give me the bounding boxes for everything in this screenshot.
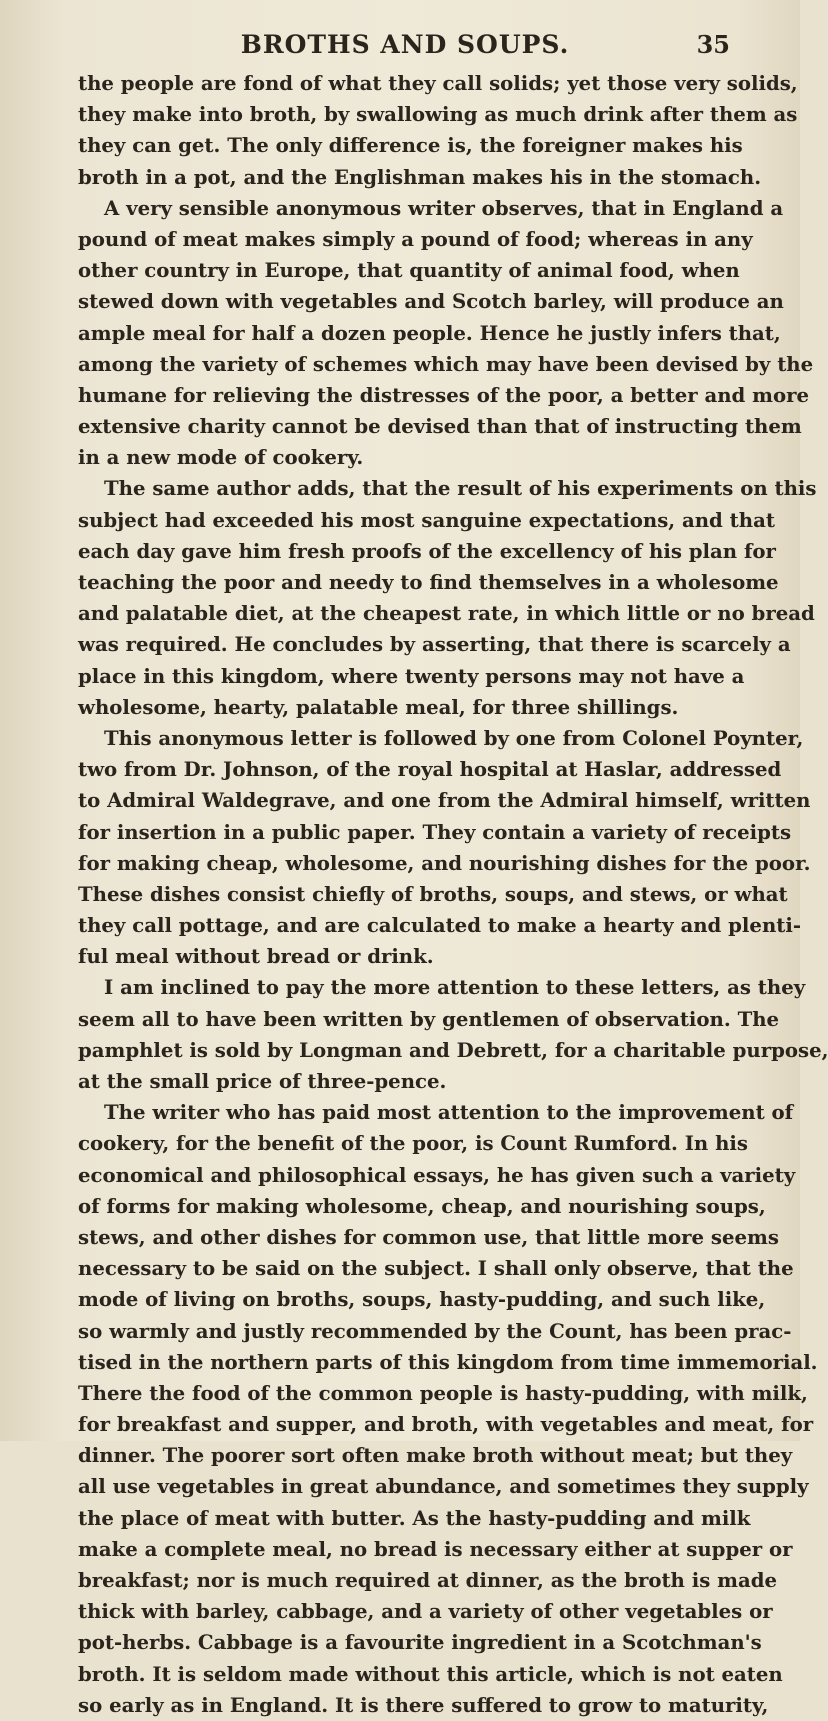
page-number: 35 <box>696 30 730 59</box>
text-line: ample meal for half a dozen people. Hence he justly infers that, <box>78 321 781 345</box>
text-line: ful meal without bread or drink. <box>78 945 434 969</box>
text-line: tised in the northern parts of this kingdom from time immemorial. <box>78 1350 818 1374</box>
text-line: each day gave him fresh proofs of the excellency of his plan for <box>78 539 776 563</box>
text-line: The same author adds, that the result of his experiments on this <box>104 477 817 501</box>
text-line: they make into broth, by swallowing as much drink after them as <box>78 103 798 127</box>
text-line: broth in a pot, and the Englishman makes his in the stomach. <box>78 165 762 189</box>
text-line: the place of meat with butter. As the hasty-pudding and milk <box>78 1506 751 1530</box>
text-line: for breakfast and supper, and broth, with vegetables and meat, for <box>78 1413 814 1437</box>
text-line: wholesome, hearty, palatable meal, for three shillings. <box>78 695 679 719</box>
text-line: place in this kingdom, where twenty persons may not have a <box>78 664 745 688</box>
running-head: BROTHS AND SOUPS. <box>240 30 570 59</box>
text-line: stews, and other dishes for common use, that little more seems <box>78 1225 779 1249</box>
text-line: The writer who has paid most attention to the improvement of <box>104 1101 794 1125</box>
text-line: so early as in England. It is there suffered to grow to maturity, <box>78 1693 769 1717</box>
text-line: to Admiral Waldegrave, and one from the Admiral himself, written <box>78 789 811 813</box>
text-line: teaching the poor and needy to find themselves in a wholesome <box>78 571 779 594</box>
text-line: so warmly and justly recommended by the Count, has been prac- <box>78 1319 792 1343</box>
text-line: dinner. The poorer sort often make broth without meat; but they <box>78 1444 793 1468</box>
text-line: mode of living on broths, soups, hasty-pudding, and such like, <box>78 1288 766 1312</box>
text-line: seem all to have been written by gentlemen of observation. The <box>78 1007 780 1031</box>
text-line: thick with barley, cabbage, and a variety of other vegetables or <box>78 1600 773 1624</box>
text-line: they call pottage, and are calculated to make a hearty and plenti- <box>78 914 801 938</box>
text-line: subject had exceeded his most sanguine expectations, and that <box>78 508 775 532</box>
text-line: other country in Europe, that quantity of animal food, when <box>78 259 740 283</box>
text-line: cookery, for the benefit of the poor, is Count Rumford. In his <box>78 1132 748 1156</box>
text-line: I am inclined to pay the more attention to these letters, as they <box>104 976 806 1000</box>
text-line: economical and philosophical essays, he has given such a variety <box>78 1163 796 1187</box>
page-header <box>80 30 730 64</box>
text-line: pound of meat makes simply a pound of food; whereas in any <box>78 227 753 251</box>
text-line: These dishes consist chiefly of broths, soups, and stews, or what <box>78 882 788 906</box>
page-body-text <box>78 68 828 1721</box>
text-line: and palatable diet, at the cheapest rate, in which little or no bread <box>78 602 815 626</box>
text-line: in a new mode of cookery. <box>78 446 364 470</box>
text-line: for insertion in a public paper. They contain a variety of receipts <box>78 820 792 844</box>
text-line: A very sensible anonymous writer observes, that in England a <box>104 196 784 220</box>
text-line: This anonymous letter is followed by one from Colonel Poynter, <box>104 726 804 750</box>
text-line: extensive charity cannot be devised than that of instructing them <box>78 415 802 439</box>
text-line: humane for relieving the distresses of the poor, a better and more <box>78 383 810 407</box>
text-line: broth. It is seldom made without this article, which is not eaten <box>78 1662 783 1686</box>
text-line: There the food of the common people is hasty-pudding, with milk, <box>78 1381 808 1405</box>
text-line: pot-herbs. Cabbage is a favourite ingredient in a Scotchman's <box>78 1631 762 1655</box>
text-line: at the small price of three-pence. <box>78 1070 447 1093</box>
text-line: for making cheap, wholesome, and nourishing dishes for the poor. <box>78 851 811 875</box>
text-line: all use vegetables in great abundance, and sometimes they supply <box>78 1475 809 1499</box>
text-line: make a complete meal, no bread is necessary either at supper or <box>78 1537 793 1561</box>
text-line: necessary to be said on the subject. I shall only observe, that the <box>78 1257 794 1281</box>
text-line: among the variety of schemes which may have been devised by the <box>78 352 814 376</box>
text-line: they can get. The only difference is, the foreigner makes his <box>78 134 743 158</box>
text-line: of forms for making wholesome, cheap, and nourishing soups, <box>78 1194 766 1218</box>
text-line: two from Dr. Johnson, of the royal hospital at Haslar, addressed <box>78 758 782 782</box>
text-line: breakfast; nor is much required at dinner, as the broth is made <box>78 1569 778 1592</box>
text-line: stewed down with vegetables and Scotch barley, will produce an <box>78 290 784 314</box>
text-line: was required. He concludes by asserting, that there is scarcely a <box>78 633 791 657</box>
text-line: the people are fond of what they call solids; yet those very solids, <box>78 72 798 95</box>
text-line: pamphlet is sold by Longman and Debrett, for a charitable purpose, <box>78 1038 828 1062</box>
